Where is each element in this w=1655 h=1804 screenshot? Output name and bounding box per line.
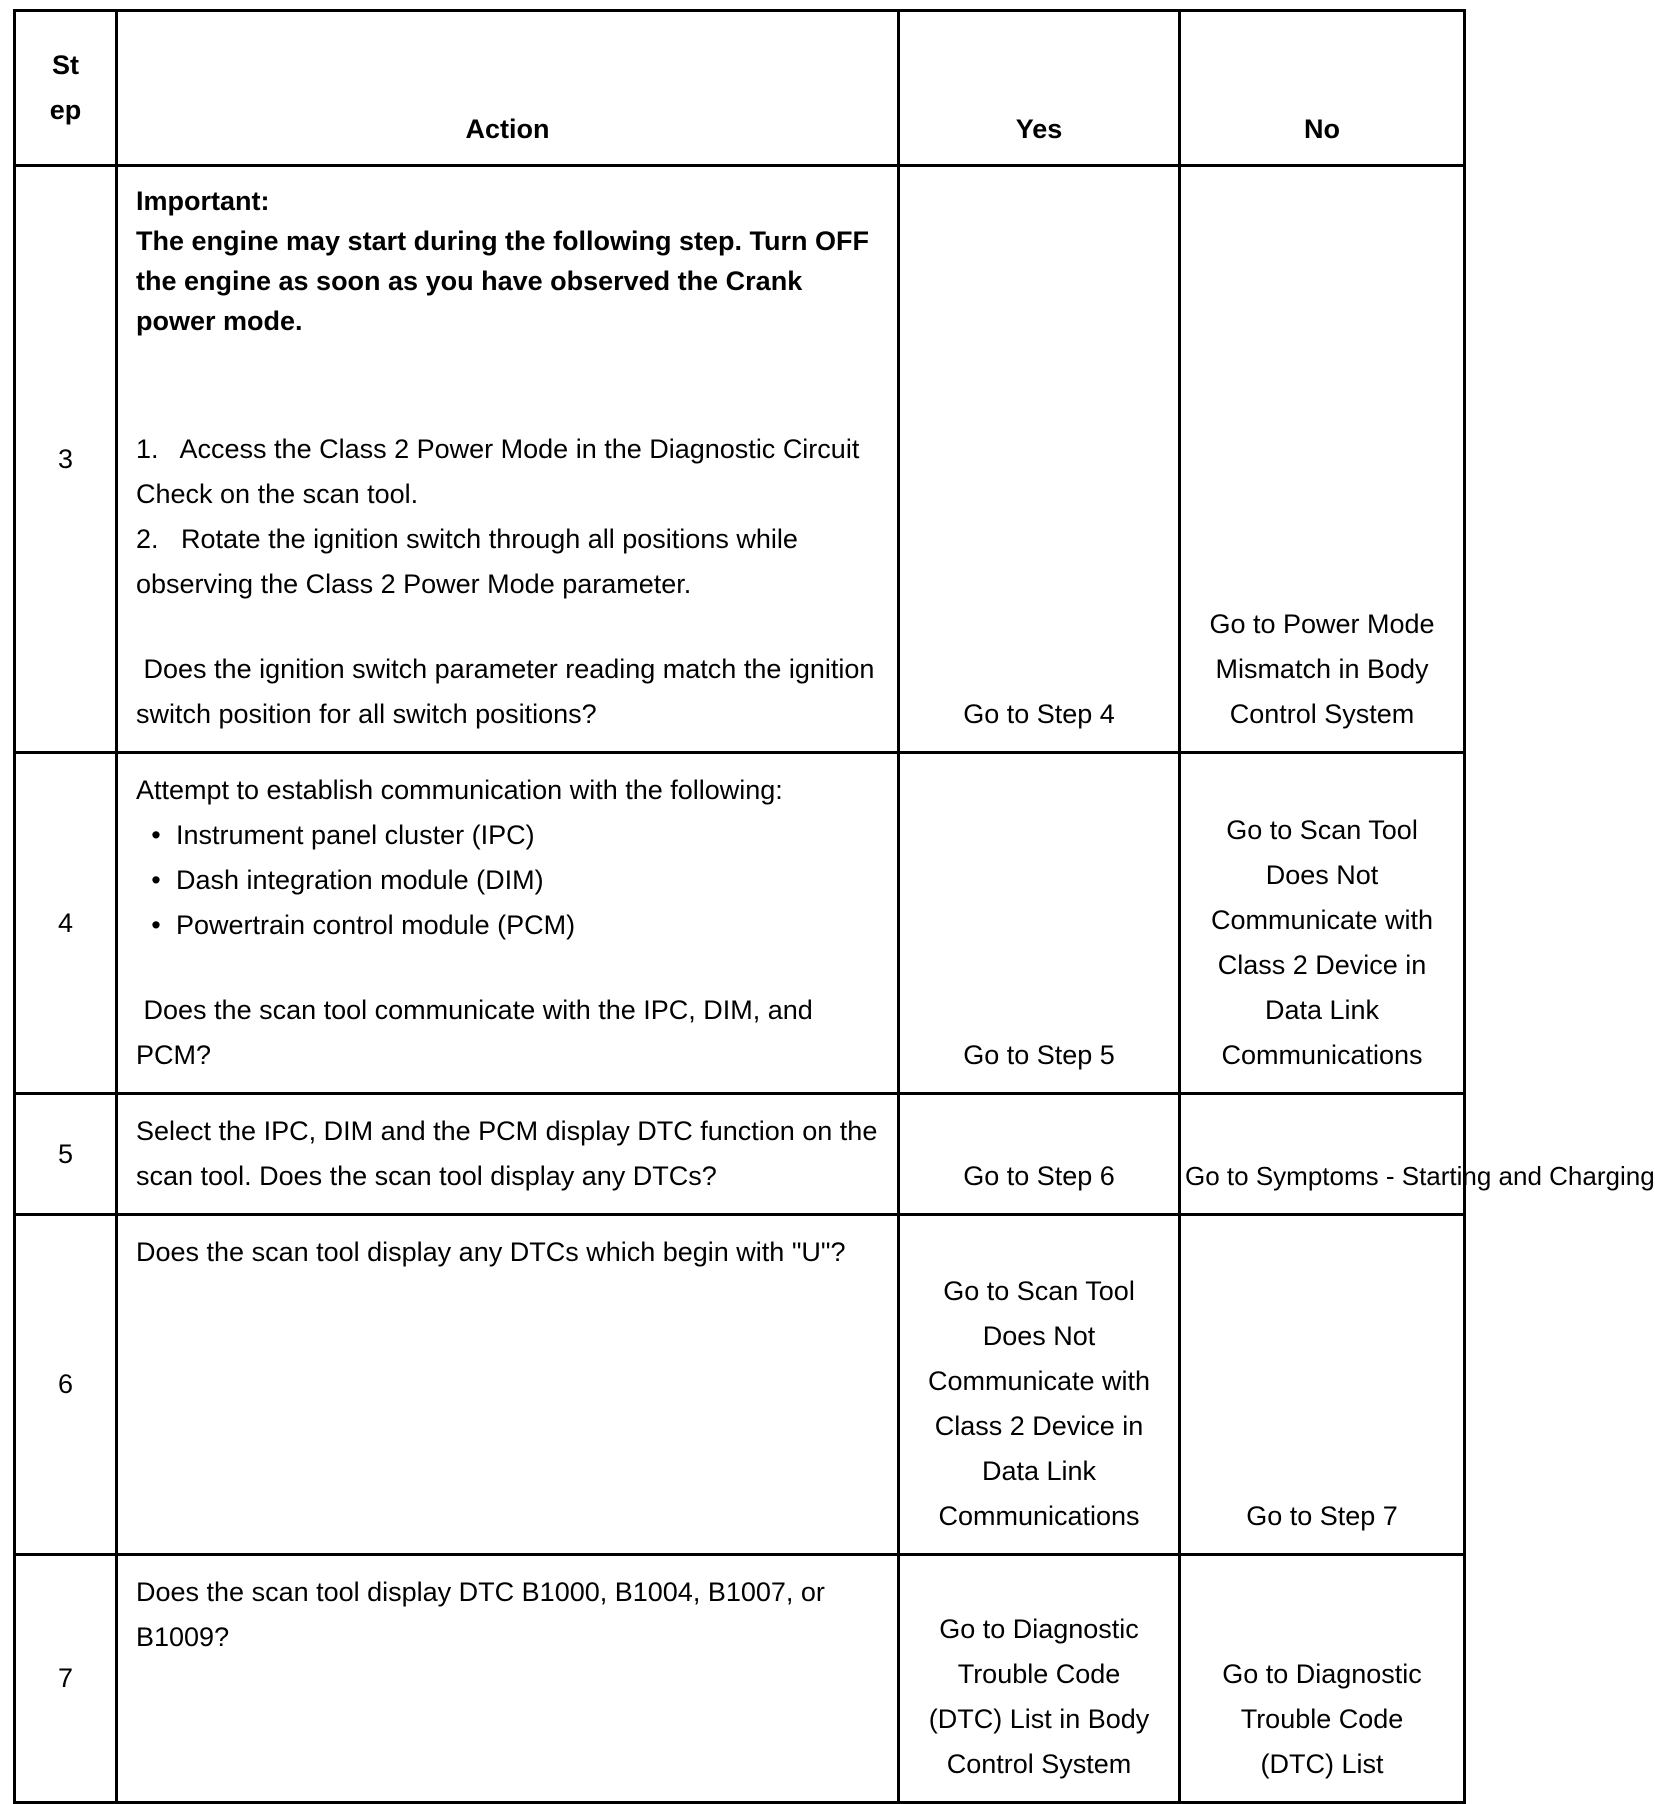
step-number: 6 — [15, 1215, 117, 1555]
header-action: Action — [117, 11, 899, 166]
table-row — [15, 753, 1465, 1094]
no-cell: Go to Scan Tool Does Not Communicate with Class 2 Device in Data Link Communications — [1180, 753, 1465, 1094]
bullet-icon: • — [151, 910, 161, 940]
action-intro: Attempt to establish communication with the following: — [136, 775, 783, 805]
step-number: 7 — [15, 1555, 117, 1803]
bullet-icon: • — [151, 820, 161, 850]
table-row — [15, 1094, 1465, 1215]
list-item-text: Dash integration module (DIM) — [176, 865, 544, 895]
diagnostic-table — [13, 9, 1655, 1804]
no-cell: Go to Power Mode Mismatch in Body Control System — [1180, 166, 1465, 753]
procedure-step: 1. Access the Class 2 Power Mode in the Diagnostic Circuit Check on the scan tool. — [136, 434, 867, 509]
step-number: 5 — [15, 1094, 117, 1215]
yes-cell: Go to Diagnostic Trouble Code (DTC) List in Body Control System — [899, 1555, 1180, 1803]
header-step-line2: ep — [49, 95, 82, 125]
list-item — [136, 903, 883, 948]
yes-cell: Go to Step 6 — [899, 1094, 1180, 1215]
action-cell — [117, 753, 899, 1094]
yes-cell: Go to Step 4 — [899, 166, 1180, 753]
list-item-text: Instrument panel cluster (IPC) — [176, 820, 535, 850]
important-text: The engine may start during the following step. Turn OFF the engine as soon as you have observed the Crank power mode. — [136, 226, 870, 336]
action-cell: Does the scan tool display any DTCs which begin with "U"? — [117, 1215, 899, 1555]
header-no: No — [1180, 11, 1465, 166]
table-header — [15, 11, 1465, 166]
action-cell — [117, 166, 899, 753]
action-question: Does the ignition switch parameter reading match the ignition switch position for all switch positions? — [136, 654, 882, 729]
no-cell: Go to Step 7 — [1180, 1215, 1465, 1555]
yes-cell: Go to Scan Tool Does Not Communicate with Class 2 Device in Data Link Communications — [899, 1215, 1180, 1555]
action-cell: Does the scan tool display DTC B1000, B1004, B1007, or B1009? — [117, 1555, 899, 1803]
action-question: Does the scan tool communicate with the IPC, DIM, and PCM? — [136, 995, 821, 1070]
bullet-icon: • — [151, 865, 161, 895]
list-item — [136, 813, 883, 858]
no-cell: Go to Diagnostic Trouble Code (DTC) List — [1180, 1555, 1465, 1803]
header-step-line1: St — [52, 50, 79, 80]
action-cell: Select the IPC, DIM and the PCM display DTC function on the scan tool. Does the scan tool display any DTCs? — [117, 1094, 899, 1215]
yes-cell: Go to Step 5 — [899, 753, 1180, 1094]
procedure-step: 2. Rotate the ignition switch through all positions while observing the Class 2 Power Mode parameter. — [136, 524, 806, 599]
header-step — [15, 11, 117, 166]
important-title: Important: — [136, 186, 270, 216]
step-number: 3 — [15, 166, 117, 753]
step-number: 4 — [15, 753, 117, 1094]
header-yes: Yes — [899, 11, 1180, 166]
list-item-text: Powertrain control module (PCM) — [176, 910, 576, 940]
table-row — [15, 1555, 1465, 1803]
header-row — [15, 11, 1465, 166]
list-item — [136, 858, 883, 903]
no-cell: Go to Symptoms - Starting and Charging — [1180, 1094, 1465, 1215]
table-row — [15, 1215, 1465, 1555]
table-row — [15, 166, 1465, 753]
